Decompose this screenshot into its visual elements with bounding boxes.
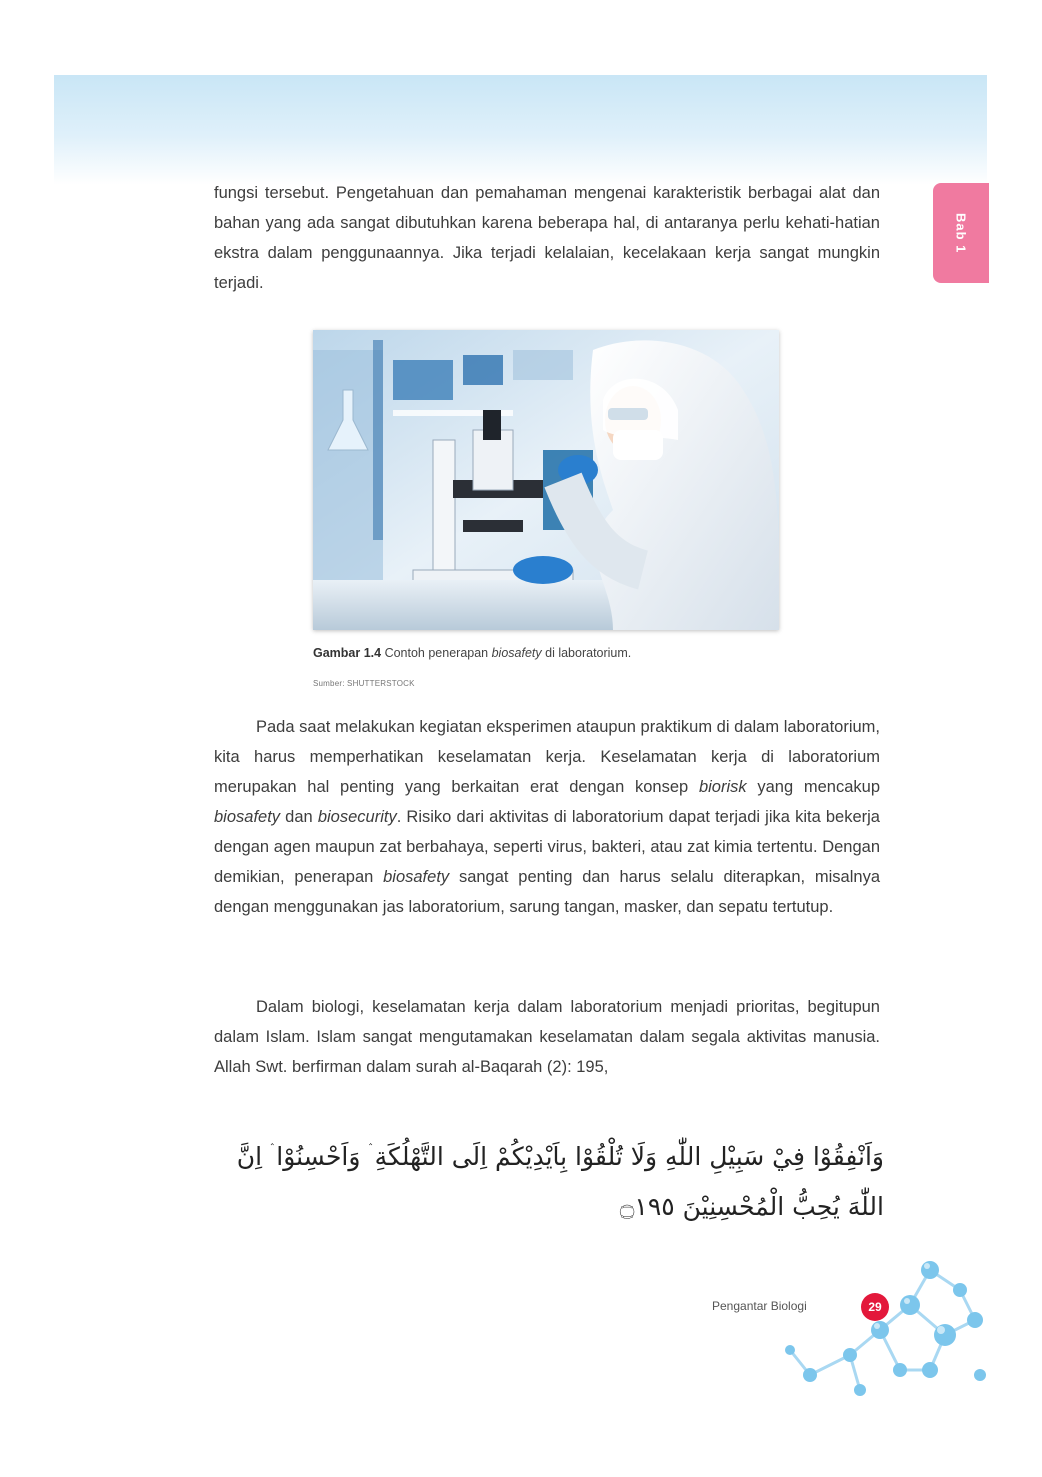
page-number-badge [861, 1293, 889, 1321]
chapter-tab [933, 183, 989, 283]
molecule-decoration [780, 1250, 990, 1400]
quran-verse: وَاَنْفِقُوْا فِيْ سَبِيْلِ اللّٰهِ وَلَا تُلْقُوْا بِاَيْدِيْكُمْ اِلَى التَّهْلُكَةِ ۛ وَاَحْسِنُوْا ۛ اِنَّ اللّٰهَ يُحِبُّ الْمُحْسِنِيْنَ ۝١٩٥ [236, 1142, 884, 1221]
lab-photo-illustration [313, 330, 779, 630]
chapter-tab-label: Bab 1 [953, 212, 969, 254]
footer-book-title: Pengantar Biologi [712, 1299, 807, 1313]
figure-label: Gambar 1.4 [313, 646, 382, 660]
paragraph-1-text-2: yang mencakup [746, 778, 881, 796]
page-number: 29 [868, 1300, 882, 1314]
paragraph-1-text-4: . Risiko dari aktivitas di laboratorium dapat terjadi jika kita bekerja dengan agen maupun zat berbahaya, seperti virus, bakteri, atau zat kimia tertentu. Dengan demikian, penerapan [214, 808, 880, 886]
paragraph-1-text-3: dan [280, 808, 318, 826]
figure-source: Sumber: SHUTTERSTOCK [313, 679, 415, 688]
paragraph-biosafety [214, 712, 880, 922]
caption-text-2: di laboratorium. [541, 646, 632, 660]
figure-caption [313, 646, 631, 660]
paragraph-1-text-5: sangat penting dan harus selalu diterapkan, misalnya dengan menggunakan jas laboratorium, sarung tangan, masker, dan sepatu tertutup. [214, 868, 880, 916]
caption-italic: biosafety [491, 646, 542, 660]
paragraph-1-italic-1: biorisk [698, 778, 747, 796]
paragraph-1-italic-3: biosecurity [317, 808, 397, 826]
header-band [54, 75, 987, 185]
paragraph-intro: fungsi tersebut. Pengetahuan dan pemahaman mengenai karakteristik berbagai alat dan bahan yang ada sangat dibutuhkan karena beberapa hal, di antaranya perlu kehati-hatian ekstra dalam penggunaannya. Jika terjadi kelalaian, kecelakaan kerja sangat mungkin terjadi. [214, 184, 880, 292]
paragraph-1-italic-4: biosafety [383, 868, 450, 886]
figure-lab-photo [313, 330, 779, 630]
paragraph-1-text-1: Pada saat melakukan kegiatan eksperimen ataupun praktikum di dalam laboratorium, kita harus memperhatikan keselamatan kerja. Keselamatan kerja di laboratorium merupakan hal penting yang berkaitan erat dengan konsep [214, 718, 880, 796]
paragraph-1-italic-2: biosafety [214, 808, 281, 826]
paragraph-islam: Dalam biologi, keselamatan kerja dalam laboratorium menjadi prioritas, begitupun dalam Islam. Islam sangat mengutamakan keselamatan dalam segala aktivitas manusia. Allah Swt. berfirman dalam surah al-Baqarah (2): 195, [214, 998, 880, 1076]
caption-text-1: Contoh penerapan [381, 646, 492, 660]
